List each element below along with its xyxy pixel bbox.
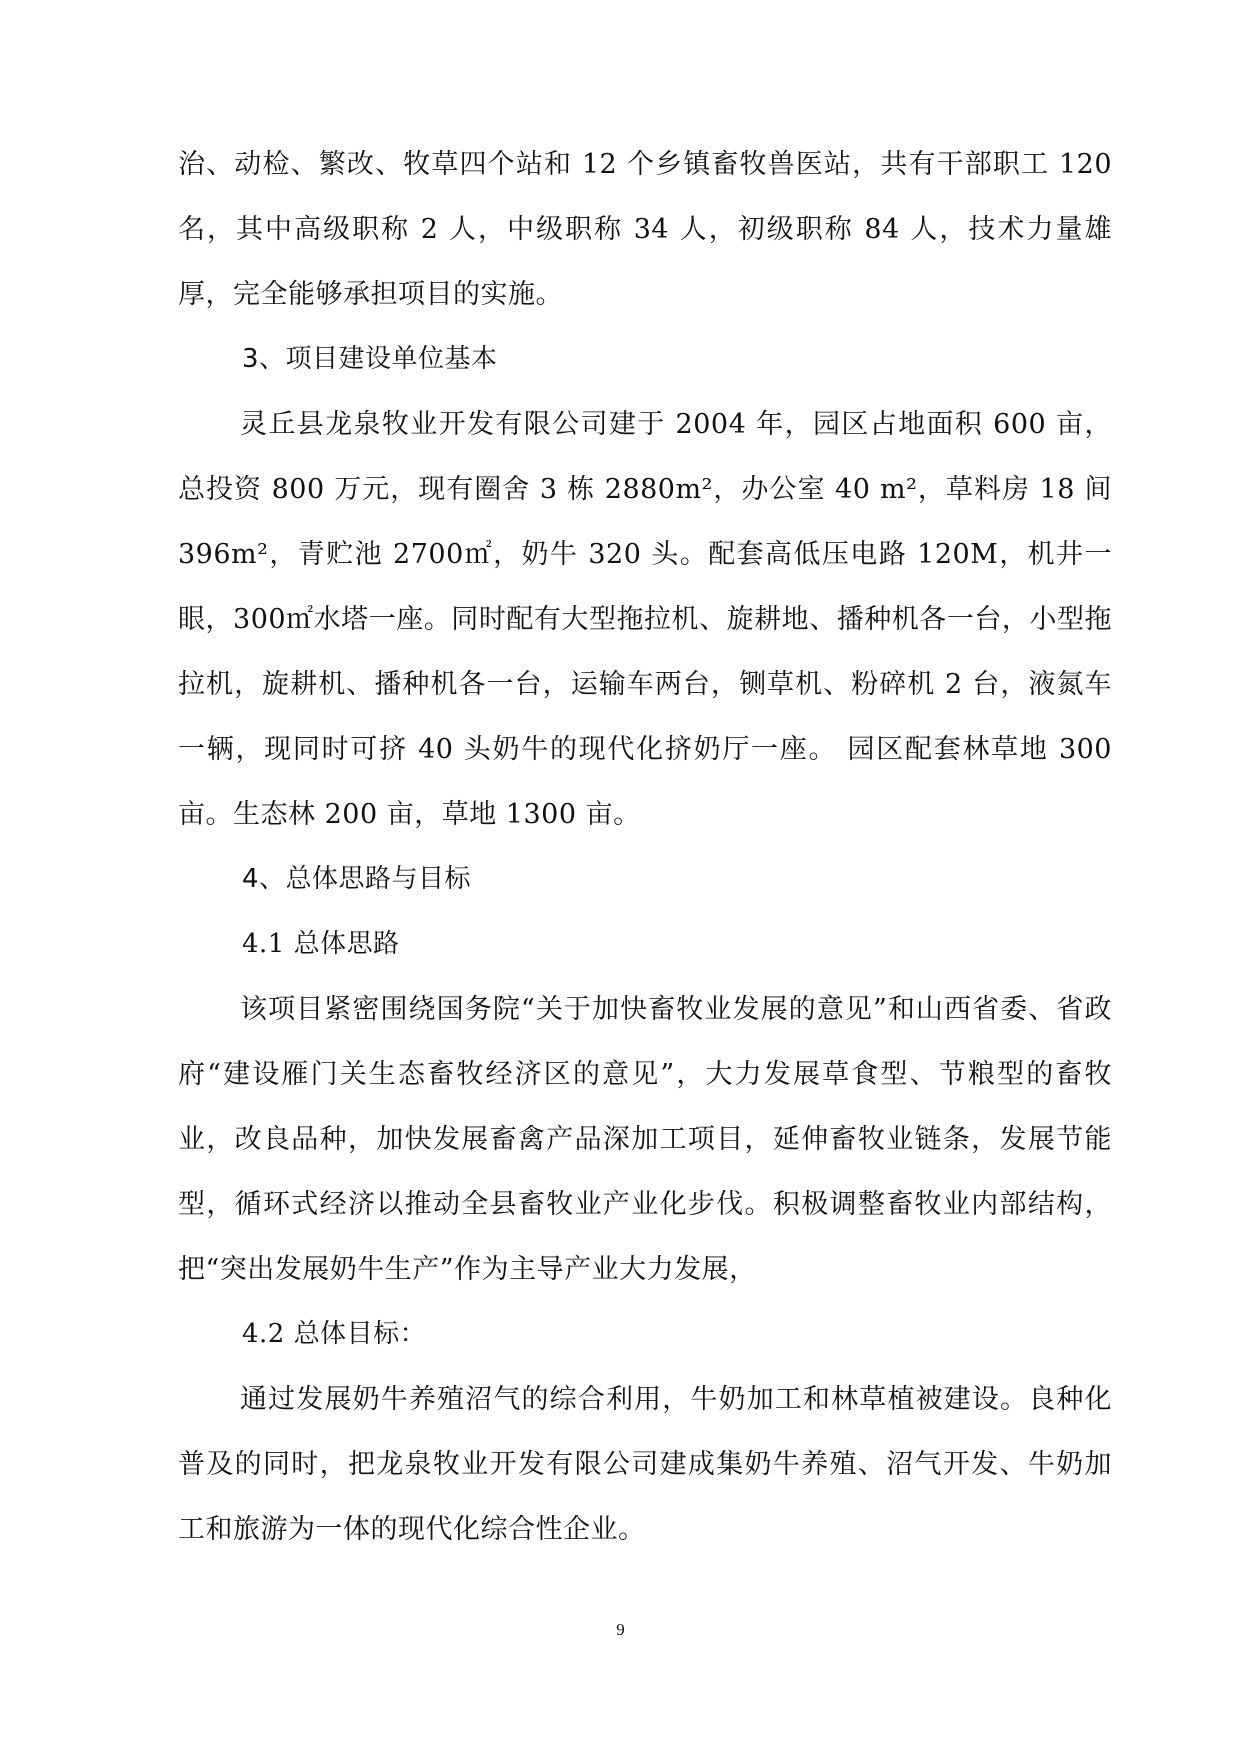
section-heading-4: 4、总体思路与目标	[242, 864, 472, 894]
subsection-heading-4-2: 4.2 总体目标：	[242, 1319, 427, 1349]
paragraph-overall-approach: 该项目紧密围绕国务院“关于加快畜牧业发展的意见”和山西省委、省政府“建设雁门关生态畜牧经济区的意见”，大力发展草食型、节粮型的畜牧业，改良品种，加快发展畜禽产品深加工项目，延伸畜牧业链条，发展节能型，循环式经济以推动全县畜牧业产业化步伐。积极调整畜牧业内部结构，把“突出发展奶牛生产”作为主导产业大力发展，	[178, 994, 1112, 1285]
page-number: 9	[616, 1620, 625, 1639]
paragraph-overall-goal: 通过发展奶牛养殖沼气的综合利用，牛奶加工和林草植被建设。良种化普及的同时，把龙泉牧业开发有限公司建成集奶牛养殖、沼气开发、牛奶加工和旅游为一体的现代化综合性企业。	[178, 1384, 1112, 1545]
body-text	[178, 132, 1112, 1562]
subsection-heading-4-1: 4.1 总体思路	[242, 929, 400, 959]
paragraph-staff-overview: 治、动检、繁改、牧草四个站和 12 个乡镇畜牧兽医站，共有干部职工 120 名，其中高级职称 2 人，中级职称 34 人，初级职称 84 人，技术力量雄厚，完全能够承担项目的实施。	[178, 149, 1112, 310]
section-heading-3: 3、项目建设单位基本	[242, 344, 498, 374]
paragraph-company-basics: 灵丘县龙泉牧业开发有限公司建于 2004 年，园区占地面积 600 亩，总投资 800 万元，现有圈舍 3 栋 2880m²，办公室 40 m²，草料房 18 间 396m²，青贮池 2700㎡，奶牛 320 头。配套高低压电路 120M，机井一眼，300㎡水塔一座。同时配有大型拖拉机、旋耕地、播种机各一台，小型拖拉机，旋耕机、播种机各一台，运输车两台，铡草机、粉碎机 2 台，液氮车一辆，现同时可挤 40 头奶牛的现代化挤奶厅一座。 园区配套林草地 300 亩。生态林 200 亩，草地 1300 亩。	[178, 409, 1112, 830]
